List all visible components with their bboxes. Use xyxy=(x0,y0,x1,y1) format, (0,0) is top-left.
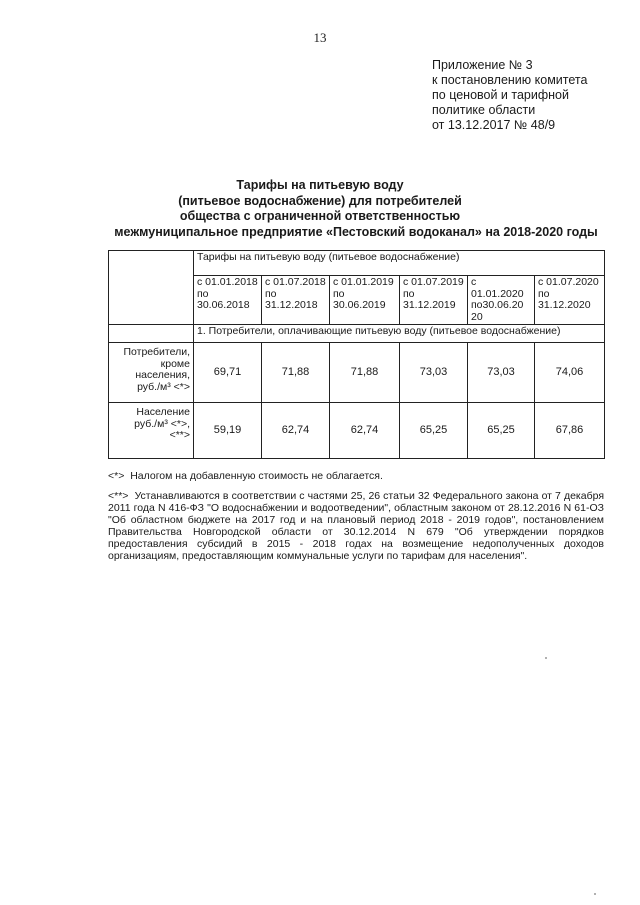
period-header: с 01.07.2020 по 31.12.2020 xyxy=(535,276,605,325)
tariff-value: 59,19 xyxy=(194,403,262,459)
period-header: с 01.01.2020 по30.06.20 20 xyxy=(468,276,535,325)
title-line: Тарифы на питьевую воду xyxy=(236,178,404,192)
tariff-table xyxy=(108,250,605,459)
footnote-marker: <*> xyxy=(108,470,125,482)
appendix-line: к постановлению комитета xyxy=(432,73,588,87)
table-section-title: 1. Потребители, оплачивающие питьевую воду (питьевое водоснабжение) xyxy=(194,325,605,343)
period-header: с 01.01.2019 по 30.06.2019 xyxy=(330,276,400,325)
row-label: Население руб./м³ <*>, <**> xyxy=(109,403,194,459)
footnote-text: Устанавливаются в соответствии с частями 25, 26 статьи 32 Федерального закона от 7 декабря 2011 года N 416-ФЗ "О водоснабжении и водоотведении", областным законом от 28.12.2016 N 61-ОЗ "Об областном бюджете на 2017 год и на плановый период 2018 - 2019 годов", постановлением Правительства Новгородской области от 30.12.2014 N 679 "Об утверждении порядков предоставления субсидий в 2015 - 2018 годах на возмещение недополученных доходов организациям, предоставляющим коммунальные услуги по тарифам для населения". xyxy=(108,490,605,562)
appendix-line: Приложение № 3 xyxy=(432,58,533,72)
tariff-value: 69,71 xyxy=(194,343,262,403)
table-row xyxy=(109,343,605,403)
footnote-legal-basis xyxy=(108,490,604,562)
document-title xyxy=(0,178,640,240)
scan-speck xyxy=(545,657,547,659)
period-header: с 01.07.2019 по 31.12.2019 xyxy=(400,276,468,325)
table-group-header: Тарифы на питьевую воду (питьевое водоснабжение) xyxy=(194,251,605,276)
appendix-reference xyxy=(432,58,587,133)
footnote-marker: <**> xyxy=(108,490,129,502)
tariff-value: 67,86 xyxy=(535,403,605,459)
tariff-value: 73,03 xyxy=(400,343,468,403)
table-corner-cell xyxy=(109,251,194,325)
tariff-value: 62,74 xyxy=(330,403,400,459)
title-line: межмуниципальное предприятие «Пестовский водоканал» на 2018-2020 годы xyxy=(114,224,598,239)
tariff-value: 73,03 xyxy=(468,343,535,403)
tariff-value: 74,06 xyxy=(535,343,605,403)
scan-speck xyxy=(594,893,596,895)
footnote-vat xyxy=(108,470,604,482)
appendix-line: по ценовой и тарифной xyxy=(432,88,569,102)
table-section-blank-cell xyxy=(109,325,194,343)
footnote-text: Налогом на добавленную стоимость не облагается. xyxy=(130,470,383,482)
title-line: общества с ограниченной ответственностью xyxy=(179,209,461,223)
period-header: с 01.01.2018 по 30.06.2018 xyxy=(194,276,262,325)
appendix-line: от 13.12.2017 № 48/9 xyxy=(432,118,556,132)
tariff-value: 62,74 xyxy=(262,403,330,459)
period-header: с 01.07.2018 по 31.12.2018 xyxy=(262,276,330,325)
page-number: 13 xyxy=(313,30,327,45)
tariff-value: 71,88 xyxy=(262,343,330,403)
appendix-line: политике области xyxy=(432,103,536,117)
row-label: Потребители, кроме населения, руб./м³ <*> xyxy=(109,343,194,403)
title-line: (питьевое водоснабжение) для потребителей xyxy=(178,193,462,208)
table-row xyxy=(109,403,605,459)
tariff-value: 65,25 xyxy=(468,403,535,459)
tariff-value: 71,88 xyxy=(330,343,400,403)
tariff-value: 65,25 xyxy=(400,403,468,459)
